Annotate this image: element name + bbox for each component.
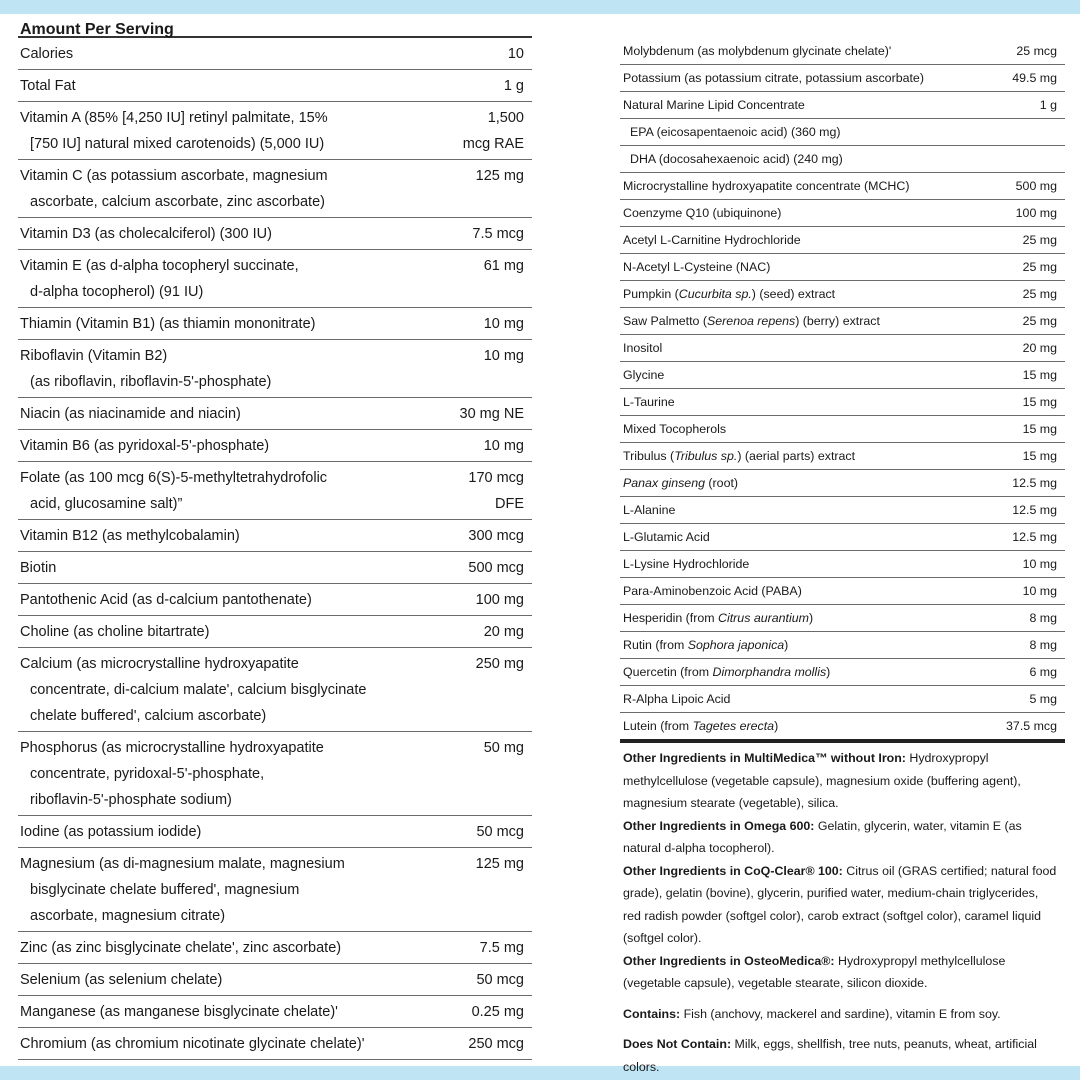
nutrient-amount: 7.5 mcg: [472, 226, 524, 242]
nutrient-amount: 6 mg: [1029, 665, 1057, 679]
nutrient-row: [620, 227, 1065, 254]
nutrient-amount: 250 mcg: [468, 1036, 524, 1052]
note-text: Hydroxypropyl methylcellulose (vegetable capsule), magnesium oxide (buffering agent), magnesium stearate (vegetable), silica.: [623, 751, 1021, 810]
ingredient-note: [623, 860, 1059, 950]
nutrient-row: [620, 389, 1065, 416]
nutrient-name: Manganese (as manganese bisglycinate chelate)': [20, 1004, 338, 1020]
nutrient-name: Riboflavin (Vitamin B2) (as riboflavin, riboflavin-5'-phosphate): [20, 348, 272, 390]
nutrient-name: Pantothenic Acid (as d-calcium pantothenate): [20, 592, 312, 608]
nutrient-row: [18, 250, 532, 308]
nutrient-row: [18, 218, 532, 250]
nutrient-amount: 1 g: [1039, 98, 1057, 112]
nutrient-name: L-Lysine Hydrochloride: [623, 557, 750, 571]
nutrient-row: [620, 443, 1065, 470]
nutrient-name: Total Fat: [20, 78, 76, 94]
nutrient-name: Niacin (as niacinamide and niacin): [20, 406, 241, 422]
nutrient-name: Vitamin A (85% [4,250 IU] retinyl palmitate, 15% [750 IU] natural mixed carotenoids) (5,000 IU): [20, 110, 328, 152]
nutrient-amount: 20 mg: [1022, 341, 1057, 355]
nutrient-name: L-Taurine: [623, 395, 675, 409]
note-label: Other Ingredients in CoQ-Clear® 100:: [623, 863, 843, 878]
note-label: Contains:: [623, 1006, 681, 1021]
nutrient-name: Mixed Tocopherols: [623, 422, 727, 436]
nutrient-amount: 25 mcg: [1016, 44, 1057, 58]
ingredient-note: [623, 815, 1059, 860]
right-column: [620, 38, 1065, 1078]
nutrient-row: [18, 462, 532, 520]
nutrient-name: Iodine (as potassium iodide): [20, 824, 202, 840]
nutrient-amount: 50 mg: [483, 740, 524, 756]
nutrient-name: Vitamin C (as potassium ascorbate, magnesium ascorbate, calcium ascorbate, zinc ascorbate): [20, 168, 328, 210]
nutrient-name: Rutin (from Sophora japonica): [623, 638, 789, 652]
nutrient-amount: 300 mcg: [468, 528, 524, 544]
nutrient-row: [620, 65, 1065, 92]
nutrient-amount: 25 mg: [1022, 314, 1057, 328]
amount-per-serving-header: Amount Per Serving: [18, 14, 532, 38]
nutrient-row: [18, 552, 532, 584]
nutrient-name: Saw Palmetto (Serenoa repens) (berry) extract: [623, 314, 880, 328]
nutrient-row: [620, 524, 1065, 551]
nutrient-amount: 50 mcg: [476, 972, 524, 988]
nutrient-name: DHA (docosahexaenoic acid) (240 mg): [630, 152, 843, 166]
nutrient-amount: 12.5 mg: [1012, 530, 1057, 544]
nutrient-amount: 170 mcg DFE: [468, 470, 524, 512]
nutrient-name: L-Alanine: [623, 503, 676, 517]
nutrient-row: [18, 932, 532, 964]
nutrient-amount: 8 mg: [1029, 638, 1057, 652]
nutrient-name: Tribulus (Tribulus sp.) (aerial parts) extract: [623, 449, 856, 463]
nutrient-name: Pumpkin (Cucurbita sp.) (seed) extract: [623, 287, 836, 301]
nutrient-row: [620, 92, 1065, 119]
nutrient-amount: 7.5 mg: [479, 940, 524, 956]
nutrient-name: Phosphorus (as microcrystalline hydroxyapatite concentrate, pyridoxal-5'-phosphate, riboflavin-5'-phosphate sodium): [20, 740, 324, 808]
note-text: Gelatin, glycerin, water, vitamin E (as natural d-alpha tocopherol).: [623, 818, 1022, 855]
nutrient-amount: [967, 119, 1065, 146]
nutrient-amount: 125 mg: [475, 168, 524, 184]
nutrient-row: [18, 648, 532, 732]
note-label: Other Ingredients in Omega 600:: [623, 818, 815, 833]
nutrient-amount: 15 mg: [1022, 368, 1057, 382]
nutrient-row: [620, 659, 1065, 686]
note-text: Hydroxypropyl methylcellulose (vegetable capsule), vegetable stearate, silicon dioxide.: [623, 953, 1006, 990]
nutrient-row: [620, 605, 1065, 632]
nutrient-amount: 0.25 mg: [471, 1004, 524, 1020]
nutrient-amount: 12.5 mg: [1012, 476, 1057, 490]
nutrient-name: Acetyl L-Carnitine Hydrochloride: [623, 233, 801, 247]
nutrient-amount: [967, 146, 1065, 173]
nutrient-amount: 10: [507, 46, 524, 62]
ingredient-notes: [620, 743, 1065, 1078]
ingredient-note: [623, 1033, 1059, 1078]
note-label: Other Ingredients in OsteoMedica®:: [623, 953, 835, 968]
nutrient-amount: 250 mg: [475, 656, 524, 672]
nutrient-table-right: [620, 38, 1065, 743]
nutrient-row: [18, 340, 532, 398]
nutrient-row: [620, 146, 1065, 173]
left-column: [18, 14, 532, 1060]
nutrient-name: Molybdenum (as molybdenum glycinate chelate)': [623, 44, 892, 58]
nutrient-row: [18, 398, 532, 430]
nutrient-amount: 8 mg: [1029, 611, 1057, 625]
nutrient-name: Coenzyme Q10 (ubiquinone): [623, 206, 782, 220]
nutrient-amount: 49.5 mg: [1012, 71, 1057, 85]
nutrient-name: R-Alpha Lipoic Acid: [623, 692, 731, 706]
nutrient-name: Zinc (as zinc bisglycinate chelate', zinc ascorbate): [20, 940, 342, 956]
nutrient-amount: 1 g: [503, 78, 524, 94]
nutrient-name: Folate (as 100 mcg 6(S)-5-methyltetrahydrofolic acid, glucosamine salt)”: [20, 470, 328, 512]
nutrient-amount: 10 mg: [1022, 584, 1057, 598]
nutrient-row: [18, 520, 532, 552]
nutrient-row: [18, 964, 532, 996]
nutrient-row: [620, 416, 1065, 443]
nutrient-name: Lutein (from Tagetes erecta): [623, 719, 779, 733]
nutrient-name: Microcrystalline hydroxyapatite concentrate (MCHC): [623, 179, 910, 193]
nutrient-amount: 5 mg: [1029, 692, 1057, 706]
nutrient-amount: 100 mg: [1015, 206, 1057, 220]
nutrient-name: Selenium (as selenium chelate): [20, 972, 223, 988]
note-label: Other Ingredients in MultiMedica™ without Iron:: [623, 751, 906, 765]
nutrient-name: EPA (eicosapentaenoic acid) (360 mg): [630, 125, 841, 139]
nutrient-row: [620, 173, 1065, 200]
nutrient-amount: 25 mg: [1022, 233, 1057, 247]
nutrient-name: Natural Marine Lipid Concentrate: [623, 98, 805, 112]
nutrient-amount: 50 mcg: [476, 824, 524, 840]
nutrient-amount: 15 mg: [1022, 395, 1057, 409]
nutrient-row: [620, 335, 1065, 362]
nutrient-name: Para-Aminobenzoic Acid (PABA): [623, 584, 802, 598]
nutrient-amount: 15 mg: [1022, 449, 1057, 463]
nutrient-row: [620, 470, 1065, 497]
nutrient-name: Vitamin B6 (as pyridoxal-5'-phosphate): [20, 438, 270, 454]
nutrient-amount: 25 mg: [1022, 287, 1057, 301]
ingredient-note: [623, 747, 1059, 815]
nutrient-name: Inositol: [623, 341, 663, 355]
nutrient-row: [18, 70, 532, 102]
nutrient-amount: 12.5 mg: [1012, 503, 1057, 517]
note-text: Fish (anchovy, mackerel and sardine), vitamin E from soy.: [680, 1006, 1001, 1021]
nutrient-row: [620, 497, 1065, 524]
nutrient-row: [18, 160, 532, 218]
nutrient-name: Choline (as choline bitartrate): [20, 624, 210, 640]
nutrient-name: Glycine: [623, 368, 665, 382]
note-text: Milk, eggs, shellfish, tree nuts, peanuts, wheat, artificial colors.: [623, 1037, 1037, 1074]
nutrient-row: [620, 119, 1065, 146]
nutrient-name: Calories: [20, 46, 74, 62]
nutrient-name: Thiamin (Vitamin B1) (as thiamin mononitrate): [20, 316, 316, 332]
nutrient-name: Quercetin (from Dimorphandra mollis): [623, 665, 831, 679]
nutrient-row: [18, 616, 532, 648]
nutrient-row: [18, 816, 532, 848]
nutrient-row: [620, 281, 1065, 308]
nutrient-row: [18, 848, 532, 932]
nutrient-row: [620, 632, 1065, 659]
nutrient-amount: 10 mg: [483, 438, 524, 454]
nutrient-amount: 10 mg: [1022, 557, 1057, 571]
ingredient-note: [623, 950, 1059, 995]
nutrient-name: Hesperidin (from Citrus aurantium): [623, 611, 814, 625]
nutrient-amount: 20 mg: [483, 624, 524, 640]
nutrient-row: [18, 732, 532, 816]
nutrient-name: Chromium (as chromium nicotinate glycinate chelate)': [20, 1036, 365, 1052]
nutrient-name: Potassium (as potassium citrate, potassium ascorbate): [623, 71, 924, 85]
nutrient-row: [18, 38, 532, 70]
nutrient-row: [620, 254, 1065, 281]
note-text: Citrus oil (GRAS certified; natural food grade), gelatin (bovine), glycerin, purified water, medium-chain triglycerides, red radish powder (softgel color), carob extract (softgel color), caramel liquid (softgel color).: [623, 863, 1057, 945]
nutrient-name: Vitamin B12 (as methylcobalamin): [20, 528, 240, 544]
nutrient-amount: 37.5 mcg: [1006, 719, 1057, 733]
nutrient-row: [620, 551, 1065, 578]
ingredient-note: [623, 1003, 1059, 1026]
nutrient-name: Calcium (as microcrystalline hydroxyapatite concentrate, di-calcium malate', calcium bisglycinate chelate buffered', calcium ascorbate): [20, 656, 367, 724]
nutrient-row: [620, 362, 1065, 389]
nutrient-row: [620, 308, 1065, 335]
nutrient-name: Magnesium (as di-magnesium malate, magnesium bisglycinate chelate buffered', magnesium ascorbate, magnesium citrate): [20, 856, 345, 924]
nutrient-amount: 61 mg: [483, 258, 524, 274]
nutrient-row: [18, 308, 532, 340]
nutrient-row: [18, 430, 532, 462]
note-label: Does Not Contain:: [623, 1037, 732, 1051]
nutrient-amount: 10 mg: [483, 348, 524, 364]
nutrient-name: Panax ginseng (root): [623, 476, 739, 490]
nutrient-row: [620, 578, 1065, 605]
supplement-facts-panel: [0, 14, 1080, 1074]
nutrient-amount: 500 mcg: [468, 560, 524, 576]
nutrient-amount: 15 mg: [1022, 422, 1057, 436]
nutrient-amount: 1,500 mcg RAE: [462, 110, 524, 152]
nutrient-name: N-Acetyl L-Cysteine (NAC): [623, 260, 771, 274]
nutrient-name: Vitamin E (as d-alpha tocopheryl succinate, d-alpha tocopherol) (91 IU): [20, 258, 299, 300]
nutrient-table-left: [18, 38, 532, 1060]
nutrient-row: [620, 38, 1065, 65]
nutrient-amount: 100 mg: [475, 592, 524, 608]
nutrient-name: L-Glutamic Acid: [623, 530, 710, 544]
nutrient-amount: 500 mg: [1015, 179, 1057, 193]
nutrient-name: Biotin: [20, 560, 57, 576]
nutrient-row: [18, 996, 532, 1028]
nutrient-row: [620, 713, 1065, 742]
nutrient-row: [18, 102, 532, 160]
nutrient-amount: 30 mg NE: [459, 406, 524, 422]
nutrient-row: [18, 584, 532, 616]
nutrient-name: Vitamin D3 (as cholecalciferol) (300 IU): [20, 226, 272, 242]
nutrient-row: [620, 200, 1065, 227]
nutrient-amount: 125 mg: [475, 856, 524, 872]
nutrient-amount: 10 mg: [483, 316, 524, 332]
nutrient-amount: 25 mg: [1022, 260, 1057, 274]
nutrient-row: [18, 1028, 532, 1060]
nutrient-row: [620, 686, 1065, 713]
